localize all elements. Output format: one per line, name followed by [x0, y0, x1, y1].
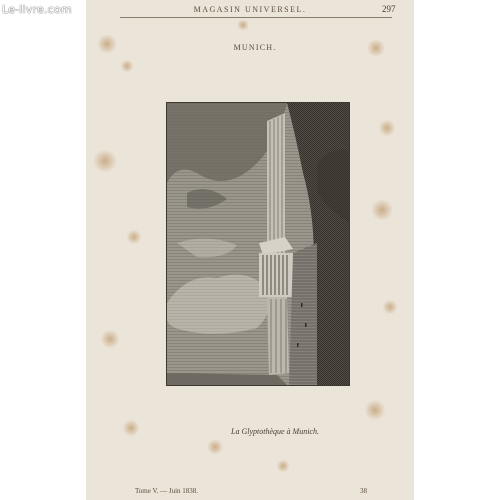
- section-title: MUNICH.: [233, 43, 277, 52]
- foxing-spot: [382, 300, 398, 314]
- foxing-spot: [126, 230, 142, 244]
- foxing-spot: [364, 400, 386, 420]
- portico: [259, 253, 293, 297]
- foxing-spot: [96, 35, 118, 53]
- figure: [297, 343, 299, 347]
- watermark: Le-livre.com: [2, 3, 72, 16]
- page-number: 297: [382, 4, 396, 14]
- header-rule: [120, 17, 392, 18]
- foxing-spot: [370, 200, 394, 220]
- engraving-illustration: [166, 102, 350, 386]
- foxing-spot: [378, 120, 396, 136]
- illustration-caption: La Glyptothèque à Munich.: [231, 427, 319, 436]
- foxing-spot: [276, 460, 290, 472]
- foxing-spot: [92, 150, 118, 172]
- figure: [305, 323, 307, 327]
- foxing-spot: [206, 440, 224, 454]
- figure: [301, 303, 303, 307]
- foxing-spot: [122, 420, 140, 436]
- footer-signature: Tome V. — Juin 1838.: [135, 487, 199, 495]
- footer-sheet-number: 38: [360, 487, 367, 495]
- ground: [167, 373, 289, 386]
- foxing-spot: [120, 60, 134, 72]
- foxing-spot: [100, 330, 120, 348]
- forecourt: [289, 243, 317, 386]
- foxing-spot: [236, 20, 250, 30]
- foxing-spot: [366, 40, 386, 56]
- running-header-title: MAGASIN UNIVERSEL.: [193, 5, 307, 14]
